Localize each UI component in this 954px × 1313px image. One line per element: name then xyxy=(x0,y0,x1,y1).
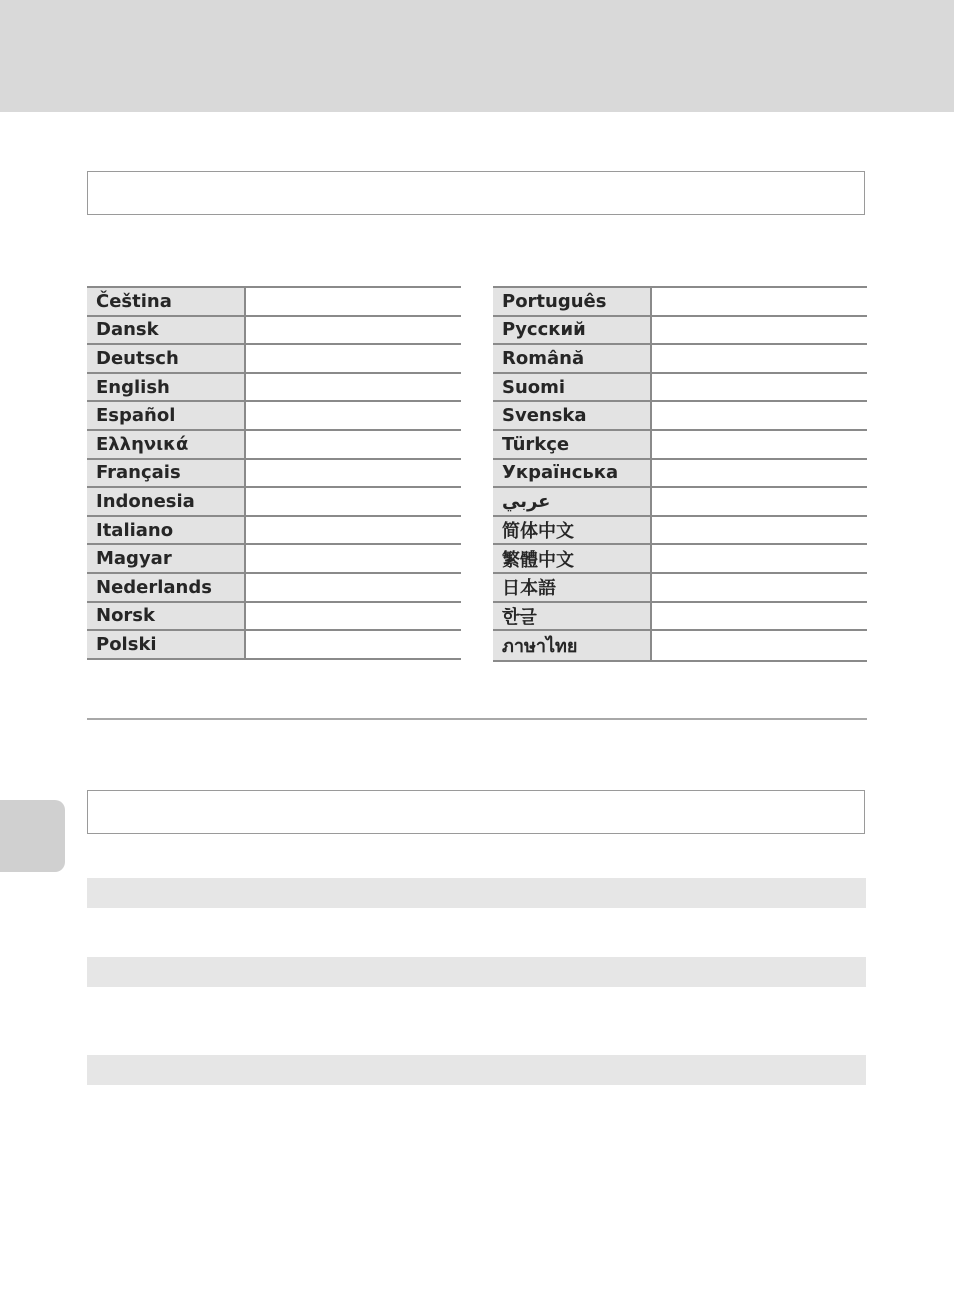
language-value xyxy=(245,516,461,545)
language-value xyxy=(245,373,461,402)
language-value xyxy=(245,430,461,459)
language-name: Türkçe xyxy=(493,430,651,459)
language-value xyxy=(245,459,461,488)
table-row xyxy=(87,602,461,631)
language-name: 简体中文 xyxy=(493,516,651,545)
language-value xyxy=(651,573,867,602)
language-value xyxy=(245,344,461,373)
language-name: Indonesia xyxy=(87,487,245,516)
language-name: Deutsch xyxy=(87,344,245,373)
language-name: ภาษาไทย xyxy=(493,630,651,661)
language-name: 繁體中文 xyxy=(493,544,651,573)
table-row xyxy=(87,287,461,316)
language-name: Italiano xyxy=(87,516,245,545)
table-row xyxy=(493,430,867,459)
language-value xyxy=(245,287,461,316)
language-value xyxy=(651,401,867,430)
table-row xyxy=(493,516,867,545)
language-value xyxy=(651,544,867,573)
language-value xyxy=(651,630,867,661)
table-row xyxy=(87,516,461,545)
language-name: Dansk xyxy=(87,316,245,345)
language-value xyxy=(651,459,867,488)
language-name: Ελληνικά xyxy=(87,430,245,459)
language-name: Nederlands xyxy=(87,573,245,602)
table-row xyxy=(493,573,867,602)
language-value xyxy=(245,316,461,345)
header-band xyxy=(0,0,954,112)
language-name: Русский xyxy=(493,316,651,345)
language-value xyxy=(651,287,867,316)
section-tab xyxy=(0,800,65,872)
language-value xyxy=(245,487,461,516)
table-row xyxy=(493,287,867,316)
language-name: Čeština xyxy=(87,287,245,316)
language-name: Português xyxy=(493,287,651,316)
option-band-1 xyxy=(87,878,866,908)
language-value xyxy=(651,487,867,516)
language-value xyxy=(245,401,461,430)
table-row xyxy=(493,316,867,345)
language-value xyxy=(651,430,867,459)
table-row xyxy=(87,430,461,459)
language-name: عربي xyxy=(493,487,651,516)
table-row xyxy=(493,544,867,573)
table-row xyxy=(87,544,461,573)
table-row xyxy=(493,459,867,488)
language-name: Svenska xyxy=(493,401,651,430)
language-value xyxy=(245,630,461,659)
table-row xyxy=(87,344,461,373)
language-table-left xyxy=(87,286,461,660)
section-divider xyxy=(87,718,867,720)
table-row xyxy=(87,487,461,516)
section-title-box-2 xyxy=(87,790,865,834)
table-row xyxy=(493,487,867,516)
table-row xyxy=(493,344,867,373)
language-name: Suomi xyxy=(493,373,651,402)
language-name: Polski xyxy=(87,630,245,659)
language-name: Norsk xyxy=(87,602,245,631)
section-title-box-1 xyxy=(87,171,865,215)
language-value xyxy=(651,516,867,545)
table-row xyxy=(87,401,461,430)
table-row xyxy=(493,373,867,402)
language-value xyxy=(651,344,867,373)
option-band-2 xyxy=(87,957,866,987)
table-row xyxy=(493,630,867,661)
table-row xyxy=(493,602,867,631)
language-name: 한글 xyxy=(493,602,651,631)
language-name: Magyar xyxy=(87,544,245,573)
option-band-3 xyxy=(87,1055,866,1085)
table-row xyxy=(87,316,461,345)
language-value xyxy=(651,373,867,402)
language-value xyxy=(245,573,461,602)
language-name: English xyxy=(87,373,245,402)
table-row xyxy=(87,459,461,488)
table-row xyxy=(87,630,461,659)
table-row xyxy=(87,373,461,402)
table-row xyxy=(87,573,461,602)
language-value xyxy=(651,316,867,345)
language-value xyxy=(245,602,461,631)
language-value xyxy=(245,544,461,573)
language-table-right xyxy=(493,286,867,662)
language-name: 日本語 xyxy=(493,573,651,602)
language-value xyxy=(651,602,867,631)
table-row xyxy=(493,401,867,430)
language-name: Français xyxy=(87,459,245,488)
language-name: Español xyxy=(87,401,245,430)
language-name: Українська xyxy=(493,459,651,488)
language-name: Română xyxy=(493,344,651,373)
